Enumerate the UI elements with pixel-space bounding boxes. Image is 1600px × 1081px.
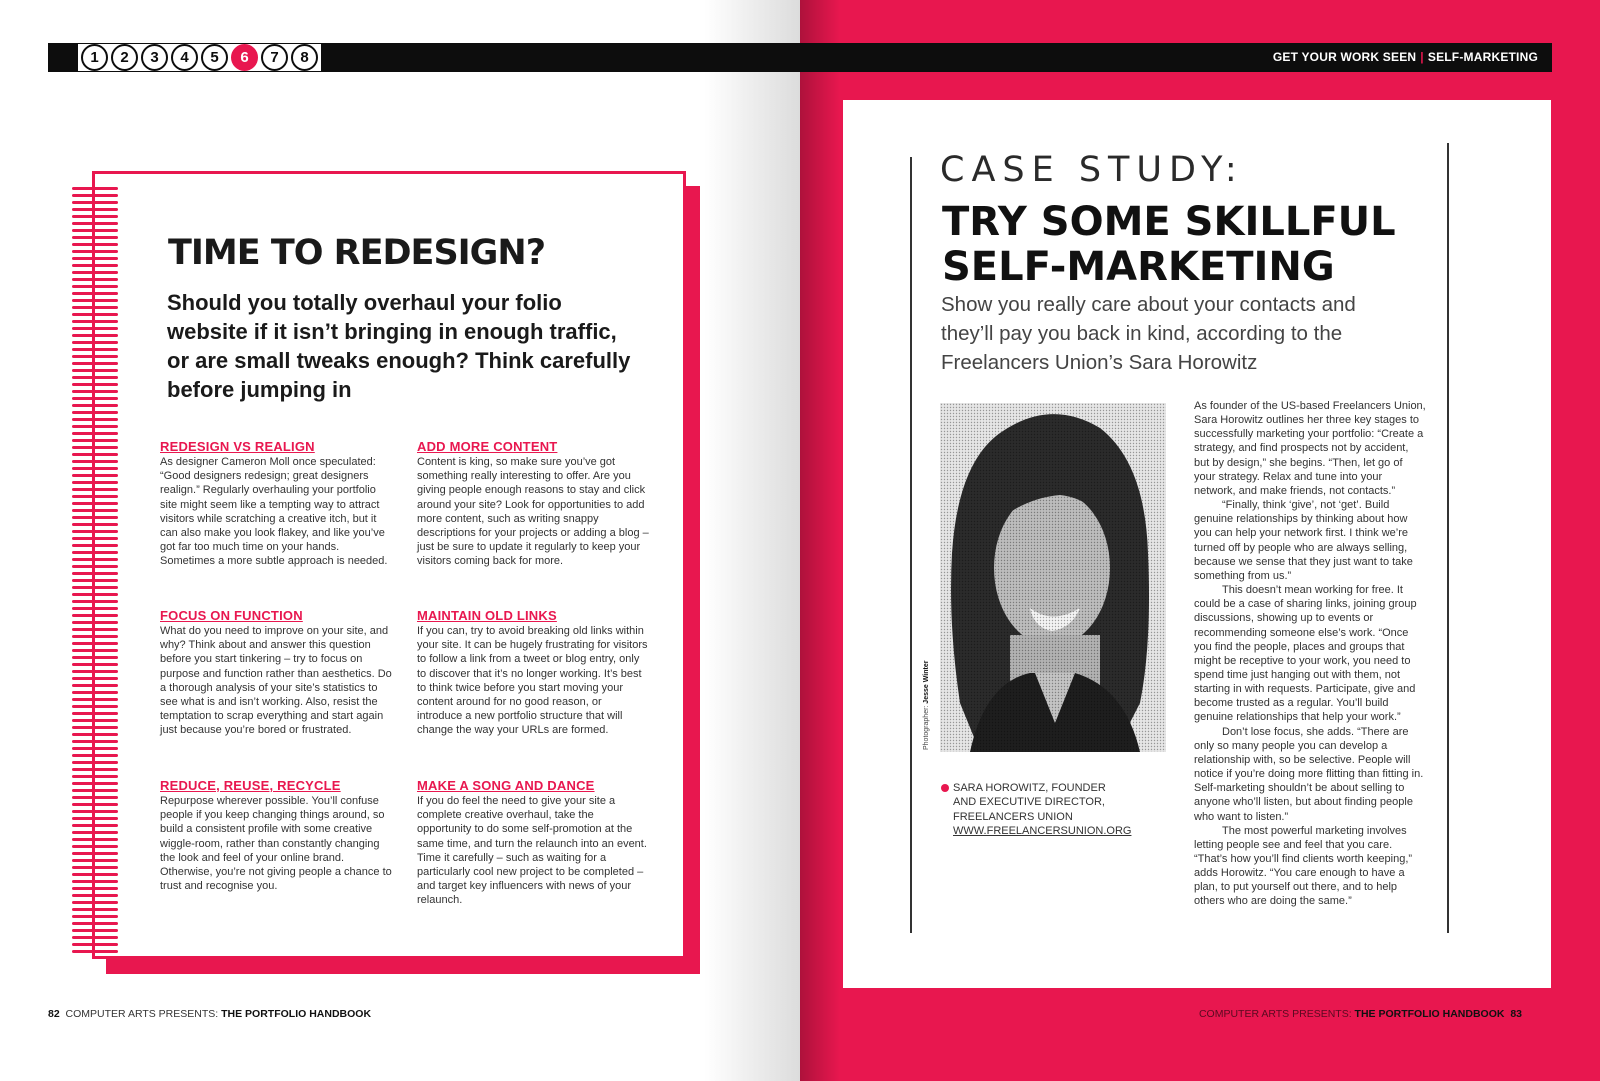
spiral-loop [72,278,118,281]
spiral-loop [72,404,118,407]
subsection-name: SELF-MARKETING [1427,50,1538,64]
spiral-loop [72,831,118,834]
feature-title: TIME TO REDESIGN? [168,233,546,273]
case-study-standfirst: Show you really care about your contacts and they’ll pay you back in kind, according to the Freelancers Union’s Sara Horowitz [941,293,1356,374]
spiral-loop [72,257,118,260]
body-paragraph: Don’t lose focus, she adds. “There are only so many people you can develop a relationship with, so be selective. People will notice if you’re doing more flitting than fitting in. Self-marketing shouldn’t be about selling to anyone who’ll listen, but about finding people who want to listen.” [1194,725,1424,823]
spiral-loop [72,551,118,554]
spiral-loop [72,516,118,519]
feature-intro: Should you totally overhaul your folio website if it isn’t bringing in enough traffic, or are small tweaks enough? Think carefully before jumping in [167,290,631,402]
section-label: GET YOUR WORK SEEN | SELF-MARKETING [1272,50,1538,64]
rule-right [1447,143,1449,933]
tip-body: If you do feel the need to give your site a complete creative overhaul, take the opportunity to do some self-promotion at the same time, and turn the relaunch into an event. Time it carefully – such as waiting for a particularly cool new project to be completed – and target key influencers with news of your relaunch. [417,795,647,907]
photo-credit [923,661,930,750]
spiral-loop [72,642,118,645]
tip-heading: REDESIGN VS REALIGN [160,439,315,454]
spiral-loop [72,705,118,708]
spiral-loop [72,292,118,295]
spiral-loop [72,285,118,288]
spiral-loop [72,768,118,771]
page-number-right: 83 [1510,1008,1522,1020]
photographer-name: Jesse Winter [923,660,930,704]
spiral-loop [72,712,118,715]
spiral-loop [72,922,118,925]
tip-maintain-old-links [417,608,649,738]
chapter-6-active: 6 [231,44,258,71]
spiral-loop [72,229,118,232]
spiral-loop [72,432,118,435]
tip-reduce-reuse-recycle [160,778,392,893]
spiral-loop [72,320,118,323]
spiral-loop [72,439,118,442]
spiral-loop [72,845,118,848]
spiral-loop [72,796,118,799]
spiral-loop [72,866,118,869]
body-paragraph: “Finally, think ‘give’, not ‘get’. Build genuine relationships by thinking about how you can help your network first. I think we’re turned off by people who are always selling, because we sense that they just want to take something from us.” [1194,499,1413,582]
tip-body: Repurpose wherever possible. You’ll confuse people if you keep changing things around, so build a consistent profile with some creative wiggle-room, rather than constantly changing the look and feel of your online brand. Otherwise, you’re not giving people a chance to trust and recognise you. [160,795,392,893]
left-folio [48,1008,371,1020]
portrait-photo [940,403,1166,752]
photo-credit-label: Photographer: [923,703,930,750]
spiral-binding [72,187,118,959]
spiral-loop [72,628,118,631]
book-title: THE PORTFOLIO HANDBOOK [1354,1008,1505,1020]
spiral-loop [72,362,118,365]
spiral-loop [72,754,118,757]
spiral-loop [72,418,118,421]
spiral-loop [72,838,118,841]
spiral-loop [72,824,118,827]
spiral-loop [72,950,118,953]
bullet-dot-icon [941,784,949,792]
spiral-loop [72,243,118,246]
spiral-loop [72,341,118,344]
spiral-loop [72,691,118,694]
spiral-loop [72,264,118,267]
tip-heading: ADD MORE CONTENT [417,439,558,454]
caption-line: SARA HOROWITZ, FOUNDER [953,782,1106,794]
spiral-loop [72,600,118,603]
right-folio [1199,1008,1522,1020]
spiral-loop [72,775,118,778]
spiral-loop [72,698,118,701]
spiral-loop [72,222,118,225]
spiral-loop [72,236,118,239]
spiral-loop [72,453,118,456]
spiral-loop [72,523,118,526]
spiral-loop [72,810,118,813]
photo-caption [941,781,1151,839]
tip-redesign-vs-realign [160,439,392,569]
spiral-loop [72,747,118,750]
spiral-loop [72,719,118,722]
spiral-loop [72,383,118,386]
publication-name: COMPUTER ARTS PRESENTS: [1198,1008,1355,1020]
tip-body: If you can, try to avoid breaking old links within your site. It can be hugely frustrating for visitors to follow a link from a tweet or blog entry, only to discover that it’s no longer working. It’s best to think twice before you start moving your content around for no good reason, or introduce a new portfolio structure that will change the way your URLs are formed. [417,625,648,737]
spiral-loop [72,663,118,666]
spiral-loop [72,474,118,477]
spiral-loop [72,782,118,785]
spiral-loop [72,803,118,806]
spiral-loop [72,901,118,904]
spiral-loop [72,684,118,687]
spiral-loop [72,397,118,400]
spiral-loop [72,677,118,680]
spiral-loop [72,271,118,274]
spiral-loop [72,859,118,862]
spiral-loop [72,929,118,932]
chapter-3: 3 [141,44,168,71]
spiral-loop [72,607,118,610]
spiral-loop [72,943,118,946]
tip-heading: FOCUS ON FUNCTION [160,608,303,623]
spiral-loop [72,425,118,428]
spiral-loop [72,656,118,659]
spiral-loop [72,852,118,855]
spiral-loop [72,250,118,253]
spiral-loop [72,509,118,512]
spiral-loop [72,306,118,309]
case-study-kicker: CASE STUDY: [940,150,1244,190]
spiral-loop [72,481,118,484]
chapter-7: 7 [261,44,288,71]
spiral-loop [72,348,118,351]
body-paragraph: The most powerful marketing involves letting people see and feel that you care. “That’s how you’ll find clients worth keeping,” adds Horowitz. “You care enough to have a plan, to put yourself out there, and to help others who are doing the same.” [1194,824,1413,908]
chapter-nav [78,44,321,71]
caption-line: FREELANCERS UNION [953,810,1073,823]
tip-heading: MAKE A SONG AND DANCE [417,778,595,793]
section-name: GET YOUR WORK SEEN [1272,50,1417,64]
chapter-5: 5 [201,44,228,71]
spiral-loop [72,208,118,211]
tip-body: As designer Cameron Moll once speculated: “Good designers redesign; great designers realign.” Regularly overhauling your portfolio site might seem like a tempting way to attract visitors while scratching a creative itch, but it can also make you look flakey, and like you’ve got far too much time on your hands. Sometimes a more subtle approach is needed. [160,456,388,568]
spiral-loop [72,327,118,330]
tip-body: What do you need to improve on your site, and why? Think about and answer this question before you start tinkering – try to focus on purpose and function rather than aesthetics. Do a thorough analysis of your site’s statistics to see what is and isn’t working. Also, resist the temptation to scrap everything and start again just because you’re bored or frustrated. [160,625,392,737]
spiral-loop [72,887,118,890]
spiral-loop [72,537,118,540]
case-study-body [1194,399,1426,909]
spiral-loop [72,936,118,939]
spiral-loop [72,565,118,568]
tip-heading: MAINTAIN OLD LINKS [417,608,557,623]
tip-focus-on-function [160,608,392,738]
spiral-loop [72,460,118,463]
tip-body: Content is king, so make sure you’ve got something really interesting to offer. Are you giving people enough reasons to stay and click around your site? Look for opportunities to add more content, such as writing snappy descriptions for your projects or adding a blog – just be sure to update it regularly to keep your visitors coming back for more. [417,456,649,568]
spiral-loop [72,614,118,617]
chapter-4: 4 [171,44,198,71]
spiral-loop [72,313,118,316]
case-study-title: TRY SOME SKILLFUL SELF-MARKETING [942,199,1396,290]
spiral-loop [72,789,118,792]
spiral-loop [72,649,118,652]
spiral-loop [72,187,118,190]
spiral-loop [72,355,118,358]
portrait-illustration [940,403,1166,752]
spiral-loop [72,621,118,624]
spiral-loop [72,201,118,204]
chapter-8: 8 [291,44,318,71]
spiral-loop [72,495,118,498]
spiral-loop [72,530,118,533]
spiral-loop [72,740,118,743]
spiral-loop [72,817,118,820]
tip-make-a-song-and-dance [417,778,649,908]
spiral-loop [72,761,118,764]
spiral-loop [72,215,118,218]
spiral-loop [72,572,118,575]
spiral-loop [72,369,118,372]
spiral-loop [72,733,118,736]
body-paragraph: This doesn’t mean working for free. It could be a case of sharing links, joining group discussions, showing up to events or recommending someone else’s work. “Once you find the people, places and groups that might be receptive to your work, you need to spend time just hanging out with them, not starting in with requests. Participate, give and become trusted as a regular. You’ll build genuine relationships that help your work.” [1194,584,1417,724]
chapter-1: 1 [81,44,108,71]
spiral-loop [72,194,118,197]
spiral-loop [72,915,118,918]
spiral-loop [72,390,118,393]
book-title: THE PORTFOLIO HANDBOOK [221,1008,372,1020]
tip-heading: REDUCE, REUSE, RECYCLE [160,778,341,793]
spiral-loop [72,880,118,883]
spiral-loop [72,558,118,561]
spiral-loop [72,586,118,589]
spiral-loop [72,299,118,302]
rule-left [910,157,912,933]
spiral-loop [72,726,118,729]
tip-add-more-content [417,439,649,569]
page-number-left: 82 [48,1008,60,1020]
spiral-loop [72,376,118,379]
caption-line: AND EXECUTIVE DIRECTOR, [953,796,1105,809]
caption-url-link[interactable]: WWW.FREELANCERSUNION.ORG [953,825,1132,838]
spiral-loop [72,670,118,673]
spiral-loop [72,894,118,897]
spiral-loop [72,873,118,876]
spiral-loop [72,467,118,470]
chapter-2: 2 [111,44,138,71]
spiral-loop [72,502,118,505]
spiral-loop [72,908,118,911]
body-paragraph: As founder of the US-based Freelancers Union, Sara Horowitz outlines her three key stages to successfully marketing your portfolio: “Create a strategy, and find prospects not by accident, but by design,” she begins. “Then, let go of your strategy. Relax and tune into your network, and make friends, not contacts.” [1194,400,1426,497]
spiral-loop [72,488,118,491]
publication-name: COMPUTER ARTS PRESENTS: [65,1008,222,1020]
spiral-loop [72,579,118,582]
spiral-loop [72,544,118,547]
spiral-loop [72,411,118,414]
spiral-loop [72,334,118,337]
spiral-loop [72,635,118,638]
spiral-loop [72,593,118,596]
spiral-loop [72,446,118,449]
